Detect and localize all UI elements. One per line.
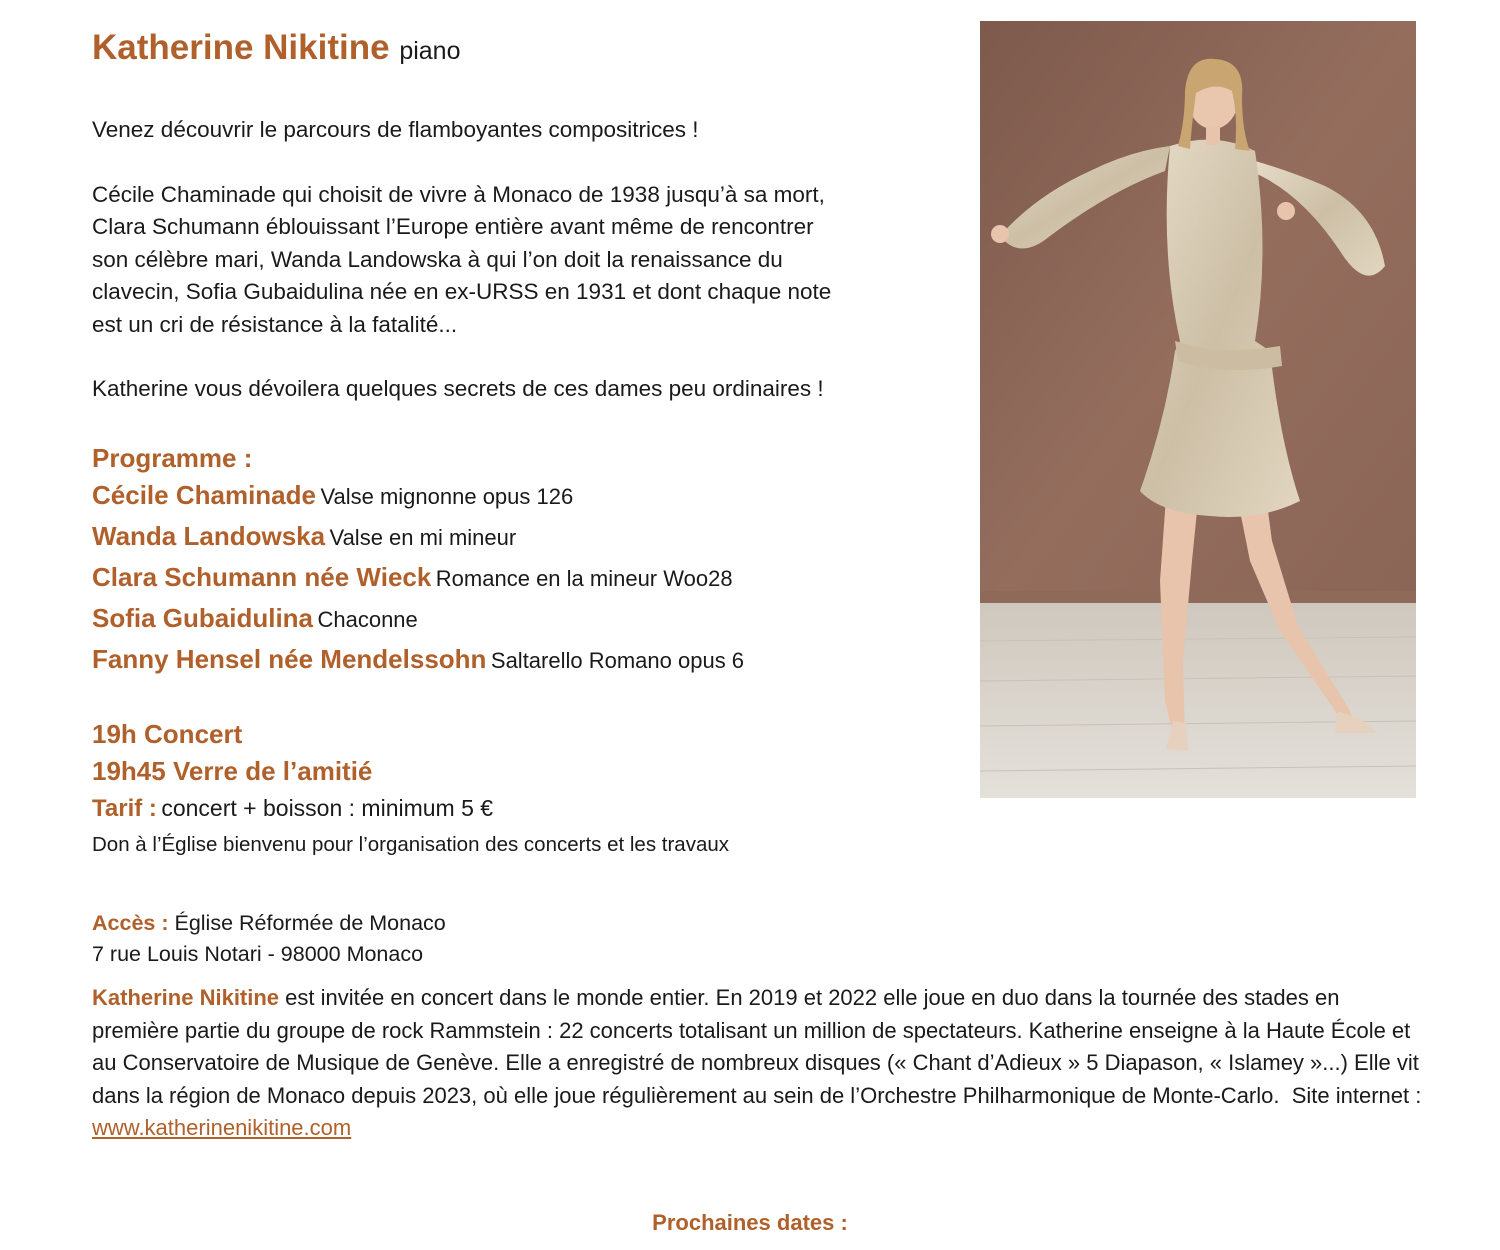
access-section — [92, 908, 952, 970]
programme-item — [92, 518, 952, 559]
schedule-section — [92, 716, 952, 860]
neck — [1206, 125, 1220, 145]
access-address: 7 rue Louis Notari - 98000 Monaco — [92, 941, 424, 966]
programme-heading: Programme : — [92, 442, 253, 473]
intro-paragraph-line: son célèbre mari, Wanda Landowska à qui l’on doit la renaissance du — [92, 246, 783, 272]
artist-name: Katherine Nikitine — [92, 28, 390, 67]
programme-item — [92, 477, 952, 518]
tarif-label: Tarif : — [92, 794, 157, 822]
website-link[interactable]: www.katherinenikitine.com — [92, 1115, 352, 1140]
intro-paragraph-line: Clara Schumann éblouissant l’Europe entière avant même de rencontrer — [92, 214, 814, 239]
programme-item — [92, 641, 952, 682]
right-hand — [1277, 202, 1295, 220]
schedule-concert: 19h Concert — [92, 718, 243, 749]
work-title: Romance en la mineur Woo28 — [435, 565, 733, 591]
composer-name: Clara Schumann née Wieck — [92, 561, 432, 592]
work-title: Saltarello Romano opus 6 — [490, 647, 745, 673]
artist-bio — [92, 982, 1422, 1145]
tarif-value: concert + boisson : minimum 5 € — [161, 794, 494, 821]
tarif-line — [92, 790, 952, 830]
next-dates-heading: Prochaines dates : — [652, 1210, 848, 1235]
composer-name: Fanny Hensel née Mendelssohn — [92, 643, 487, 674]
site-label: Site internet : — [1291, 1082, 1422, 1108]
page-title — [92, 26, 952, 73]
artist-photo — [980, 21, 1416, 798]
intro-paragraph-line: clavecin, Sofia Gubaidulina née en ex-URSS en 1931 et dont chaque note — [92, 279, 832, 304]
schedule-reception: 19h45 Verre de l’amitié — [92, 755, 373, 786]
left-hand — [991, 225, 1009, 243]
programme-item — [92, 600, 952, 641]
programme-item — [92, 559, 952, 600]
left-column — [92, 26, 952, 970]
bio-text: est invitée en concert dans le monde entier. En 2019 et 2022 elle joue en duo dans la tournée des stades en première partie du groupe de rock Rammstein : 22 concerts totalisant un million de spectateurs. Katherine enseigne à la Haute École et au Conservatoire de Musique de Genève. Elle a enregistré de nombreux disques (« Chant d’Adieux » 5 Diapason, « Islamey »...) Elle vit dans la région de Monaco depuis 2023, où elle joue régulièrement au sein de l’Orchestre Philharmonique de Monte-Carlo. — [92, 985, 1419, 1108]
programme-section — [92, 440, 952, 682]
artist-instrument: piano — [399, 37, 461, 65]
intro-paragraph — [92, 179, 952, 342]
access-venue-line — [92, 908, 952, 939]
composer-name: Cécile Chaminade — [92, 479, 316, 510]
work-title: Valse en mi mineur — [329, 524, 517, 550]
composer-name: Wanda Landowska — [92, 520, 326, 551]
access-label: Accès : — [92, 910, 169, 935]
composer-name: Sofia Gubaidulina — [92, 602, 314, 633]
donation-note: Don à l’Église bienvenu pour l’organisation des concerts et les travaux — [92, 832, 730, 856]
intro-line: Venez découvrir le parcours de flamboyantes compositrices ! — [92, 117, 699, 142]
work-title: Chaconne — [317, 606, 418, 632]
intro-paragraph-line: est un cri de résistance à la fatalité... — [92, 311, 458, 337]
intro-paragraph-line: Cécile Chaminade qui choisit de vivre à Monaco de 1938 jusqu’à sa mort, — [92, 181, 825, 207]
intro-closing: Katherine vous dévoilera quelques secrets de ces dames peu ordinaires ! — [92, 376, 824, 401]
bio-artist-name: Katherine Nikitine — [92, 985, 280, 1010]
access-venue: Église Réformée de Monaco — [174, 910, 446, 935]
work-title: Valse mignonne opus 126 — [320, 483, 574, 509]
artist-photo-illustration — [980, 21, 1416, 798]
